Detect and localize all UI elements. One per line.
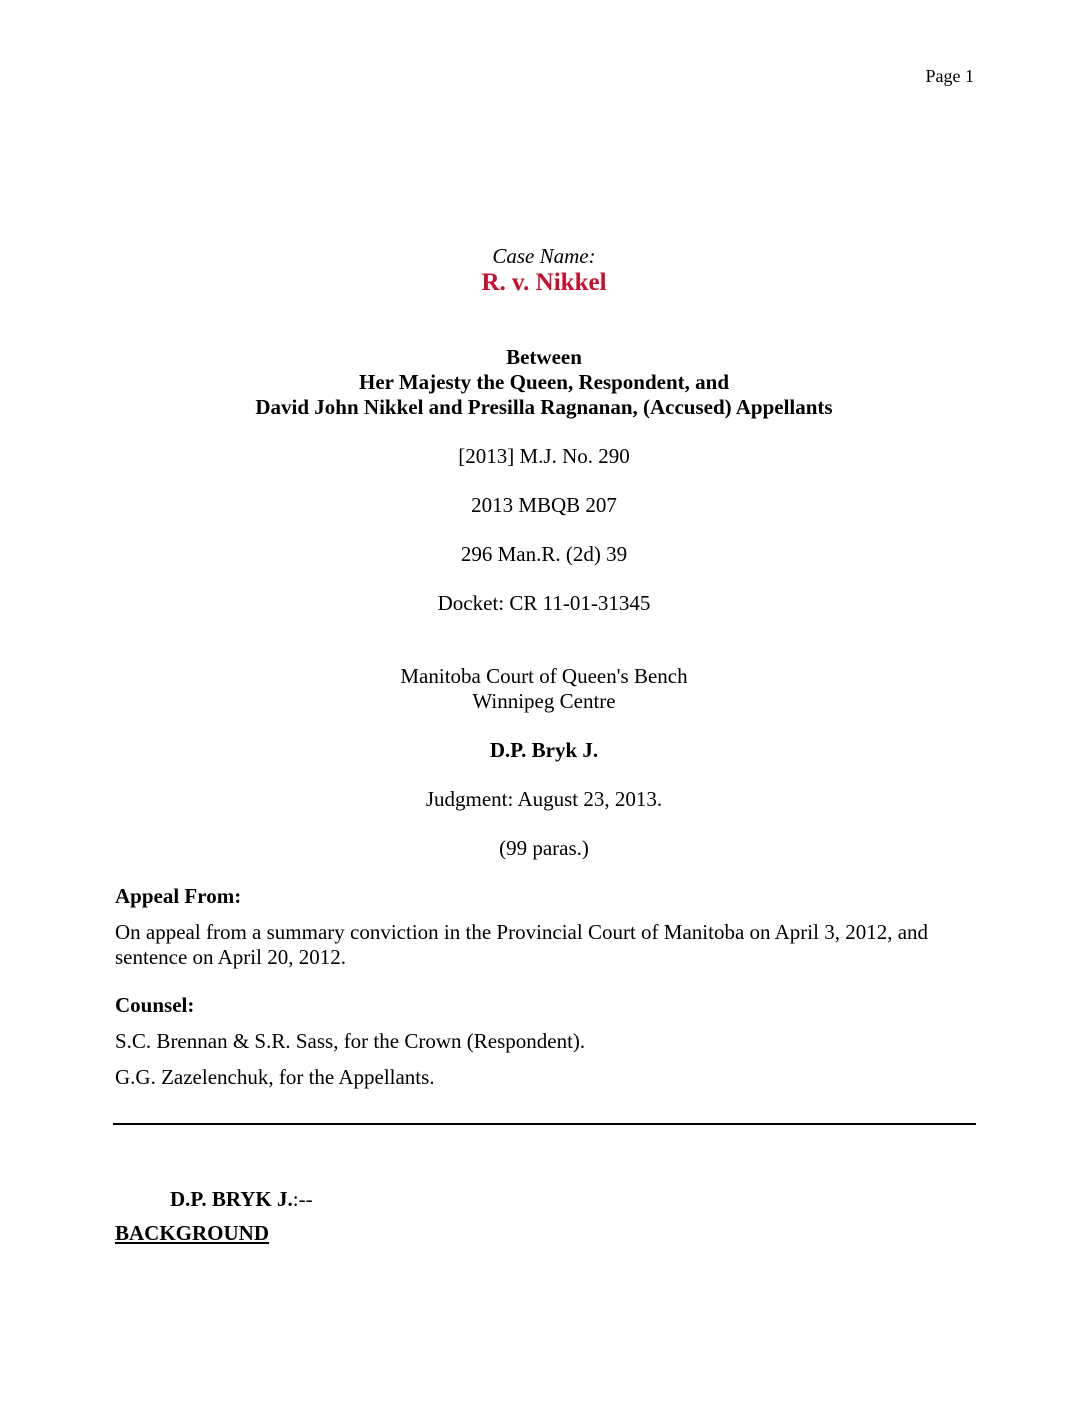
paragraph-count: (99 paras.) bbox=[499, 836, 589, 860]
party-respondent: Her Majesty the Queen, Respondent, and bbox=[358, 370, 730, 394]
judge-intro bbox=[170, 1187, 313, 1212]
background-heading: BACKGROUND bbox=[115, 1221, 270, 1245]
appeal-text-line-1: On appeal from a summary conviction in the Provincial Court of Manitoba on April 3, 2012, and bbox=[115, 920, 929, 944]
citation-mbqb: 2013 MBQB 207 bbox=[471, 493, 617, 517]
counsel-heading: Counsel: bbox=[115, 993, 195, 1017]
judge-intro-suffix: :-- bbox=[292, 1187, 313, 1211]
party-appellants: David John Nikkel and Presilla Ragnanan, (Accused) Appellants bbox=[255, 395, 833, 419]
citation-manr: 296 Man.R. (2d) 39 bbox=[460, 542, 628, 566]
section-divider bbox=[113, 1123, 976, 1125]
citation-mj: [2013] M.J. No. 290 bbox=[458, 444, 630, 468]
counsel-appellants: G.G. Zazelenchuk, for the Appellants. bbox=[115, 1065, 435, 1089]
case-name-label: Case Name: bbox=[492, 244, 596, 268]
judge-name: D.P. Bryk J. bbox=[489, 738, 599, 762]
case-title: R. v. Nikkel bbox=[481, 269, 607, 296]
judge-intro-name: D.P. BRYK J. bbox=[170, 1187, 293, 1211]
appeal-text-line-2: sentence on April 20, 2012. bbox=[115, 945, 346, 969]
court-centre: Winnipeg Centre bbox=[472, 689, 616, 713]
page-number: Page 1 bbox=[925, 66, 974, 86]
between-label: Between bbox=[506, 345, 582, 369]
counsel-crown: S.C. Brennan & S.R. Sass, for the Crown (Respondent). bbox=[115, 1029, 586, 1053]
appeal-heading: Appeal From: bbox=[115, 884, 242, 908]
docket-number: Docket: CR 11-01-31345 bbox=[437, 591, 651, 615]
judgment-date: Judgment: August 23, 2013. bbox=[425, 787, 663, 811]
court-name: Manitoba Court of Queen's Bench bbox=[400, 664, 688, 688]
